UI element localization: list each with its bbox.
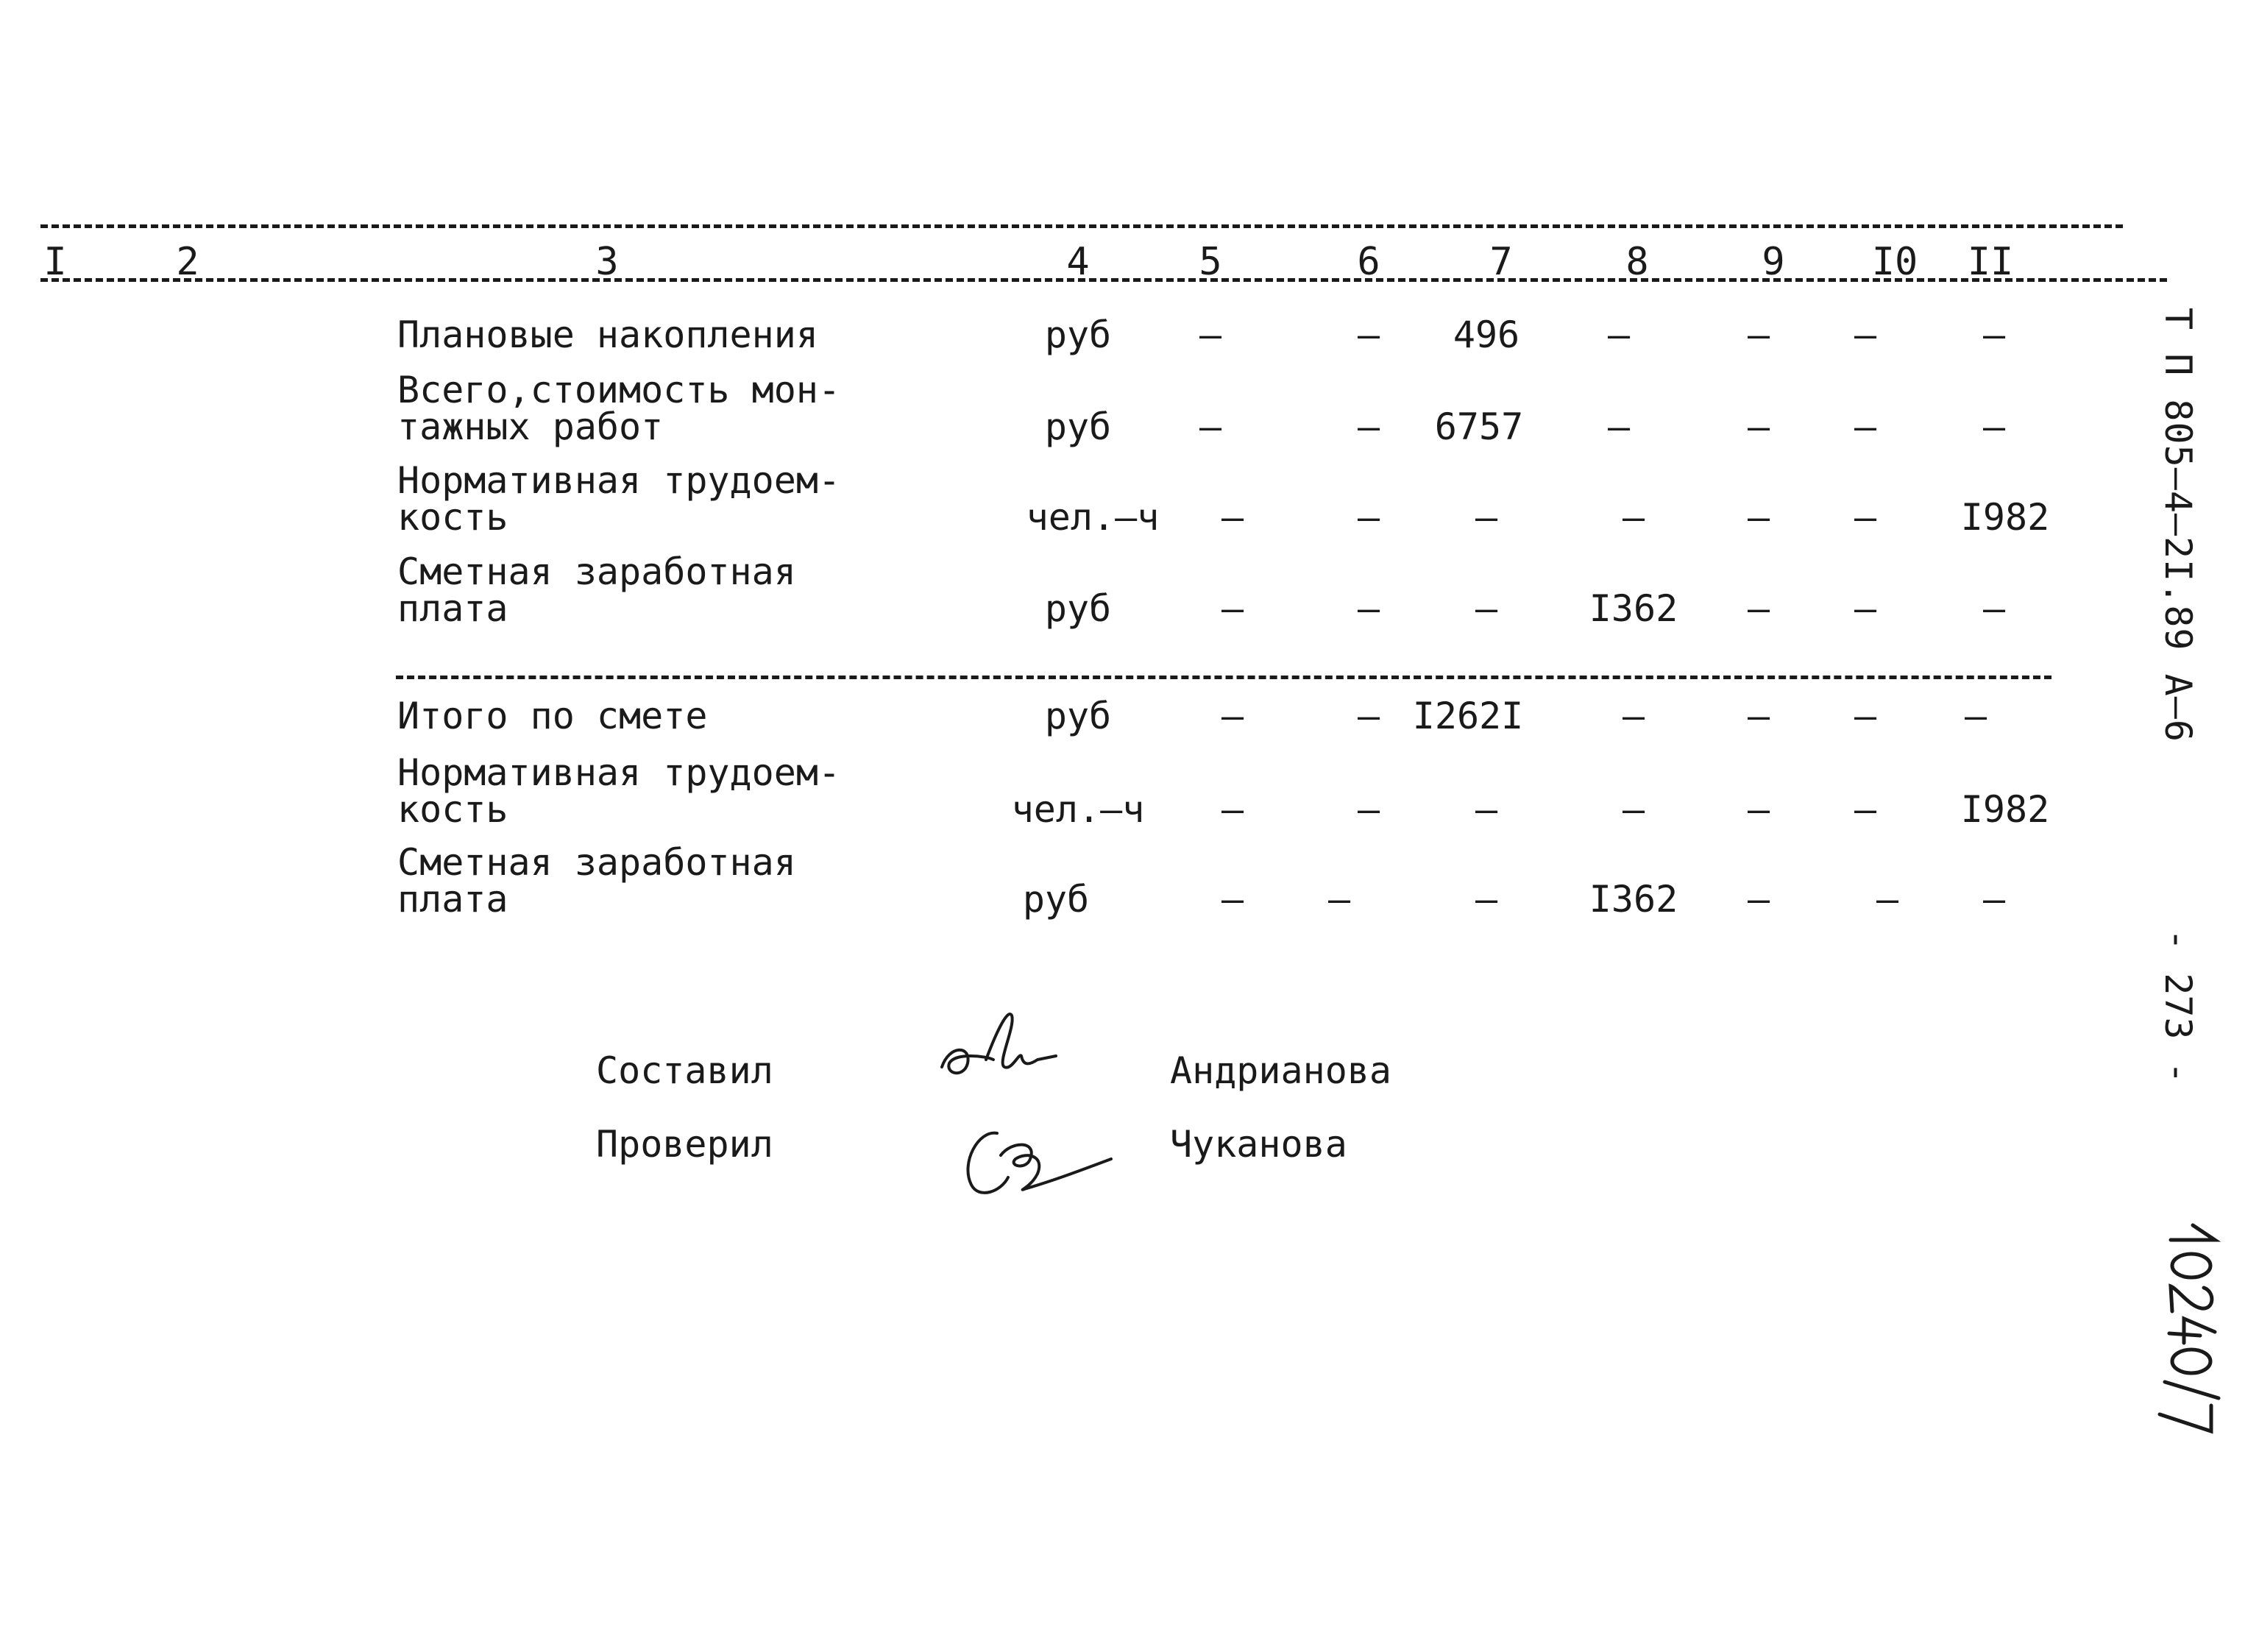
cell-unit: руб bbox=[1044, 405, 1112, 448]
column-number-1: I bbox=[43, 240, 67, 284]
header-top-rule bbox=[40, 224, 2123, 228]
cell-col9: – bbox=[1747, 313, 1770, 356]
cell-col11: – bbox=[1982, 313, 2006, 356]
row-label: Всего,стоимость мон- тажных работ bbox=[397, 369, 841, 448]
cell-unit: руб bbox=[1044, 587, 1112, 630]
cell-col11: – bbox=[1982, 587, 2006, 630]
cell-col11: I982 bbox=[1960, 788, 2050, 831]
checker-signature bbox=[957, 1119, 1118, 1207]
cell-unit: чел.–ч bbox=[1026, 496, 1160, 539]
table-row bbox=[0, 550, 2259, 634]
cell-col7: – bbox=[1475, 878, 1498, 921]
column-number-5: 5 bbox=[1199, 240, 1222, 284]
row-label: Плановые накопления bbox=[397, 313, 818, 356]
cell-col7: – bbox=[1475, 788, 1498, 831]
row-label: Нормативная трудоем- кость bbox=[397, 751, 841, 831]
column-number-4: 4 bbox=[1066, 240, 1090, 284]
column-number-6: 6 bbox=[1357, 240, 1380, 284]
cell-col10: – bbox=[1854, 587, 1877, 630]
cell-col7: I262I bbox=[1412, 695, 1524, 737]
cell-col8: – bbox=[1607, 313, 1631, 356]
cell-col11: – bbox=[1964, 695, 1987, 737]
cell-unit: чел.–ч bbox=[1011, 788, 1145, 831]
cell-col9: – bbox=[1747, 587, 1770, 630]
cell-col9: – bbox=[1747, 788, 1770, 831]
cell-col5: – bbox=[1221, 878, 1244, 921]
cell-unit: руб bbox=[1044, 313, 1112, 356]
compiled-by-name: Андрианова bbox=[1170, 1049, 1392, 1092]
table-row bbox=[0, 841, 2259, 925]
cell-col9: – bbox=[1747, 405, 1770, 448]
cell-col5: – bbox=[1221, 695, 1244, 737]
cell-col6: – bbox=[1327, 878, 1351, 921]
cell-col6: – bbox=[1357, 496, 1380, 539]
cell-col6: – bbox=[1357, 788, 1380, 831]
column-number-7: 7 bbox=[1489, 240, 1513, 284]
cell-col6: – bbox=[1357, 313, 1380, 356]
cell-col10: – bbox=[1854, 496, 1877, 539]
document-code: Т П 805–4–2I.89 А–6 bbox=[2157, 308, 2199, 742]
cell-col9: – bbox=[1747, 878, 1770, 921]
cell-col5: – bbox=[1221, 587, 1244, 630]
table-row bbox=[0, 751, 2259, 835]
compiled-by-label: Составил bbox=[596, 1049, 773, 1092]
cell-col8: – bbox=[1622, 788, 1645, 831]
cell-col9: – bbox=[1747, 496, 1770, 539]
column-number-9: 9 bbox=[1762, 240, 1785, 284]
column-number-2: 2 bbox=[176, 240, 199, 284]
column-number-10: I0 bbox=[1871, 240, 1918, 284]
header-bottom-rule bbox=[40, 278, 2167, 282]
cell-col7: – bbox=[1475, 496, 1498, 539]
cell-col6: – bbox=[1357, 587, 1380, 630]
cell-col11: I982 bbox=[1960, 496, 2050, 539]
cell-col10: – bbox=[1876, 878, 1899, 921]
row-label: Сметная заработная плата bbox=[397, 841, 796, 921]
cell-col8: – bbox=[1607, 405, 1631, 448]
table-row bbox=[0, 369, 2259, 453]
cell-col5: – bbox=[1199, 405, 1222, 448]
cell-col9: – bbox=[1747, 695, 1770, 737]
cell-col5: – bbox=[1221, 496, 1244, 539]
cell-unit: руб bbox=[1022, 878, 1090, 921]
cell-col10: – bbox=[1854, 405, 1877, 448]
cell-col8: – bbox=[1622, 496, 1645, 539]
cell-col7: – bbox=[1475, 587, 1498, 630]
compiler-signature bbox=[935, 1001, 1067, 1096]
row-label: Сметная заработная плата bbox=[397, 550, 796, 630]
column-number-8: 8 bbox=[1625, 240, 1649, 284]
page-number: - 273 - bbox=[2157, 929, 2199, 1084]
handwritten-archive-number bbox=[2152, 1214, 2241, 1464]
cell-col7: 496 bbox=[1453, 313, 1520, 356]
cell-col8: I362 bbox=[1589, 878, 1678, 921]
cell-col5: – bbox=[1199, 313, 1222, 356]
cell-unit: руб bbox=[1044, 695, 1112, 737]
checked-by-name: Чуканова bbox=[1170, 1123, 1347, 1166]
cell-col10: – bbox=[1854, 313, 1877, 356]
row-label: Нормативная трудоем- кость bbox=[397, 459, 841, 539]
table-row bbox=[0, 459, 2259, 543]
row-label: Итого по смете bbox=[397, 695, 708, 737]
cell-col10: – bbox=[1854, 788, 1877, 831]
cell-col8: I362 bbox=[1589, 587, 1678, 630]
column-number-3: 3 bbox=[595, 240, 619, 284]
section-separator bbox=[396, 676, 2051, 679]
cell-col6: – bbox=[1357, 405, 1380, 448]
cell-col10: – bbox=[1854, 695, 1877, 737]
cell-col8: – bbox=[1622, 695, 1645, 737]
cell-col5: – bbox=[1221, 788, 1244, 831]
cell-col11: – bbox=[1982, 405, 2006, 448]
column-number-11: II bbox=[1967, 240, 2014, 284]
cell-col11: – bbox=[1982, 878, 2006, 921]
cell-col7: 6757 bbox=[1434, 405, 1524, 448]
checked-by-label: Проверил bbox=[596, 1123, 773, 1166]
cell-col6: – bbox=[1357, 695, 1380, 737]
